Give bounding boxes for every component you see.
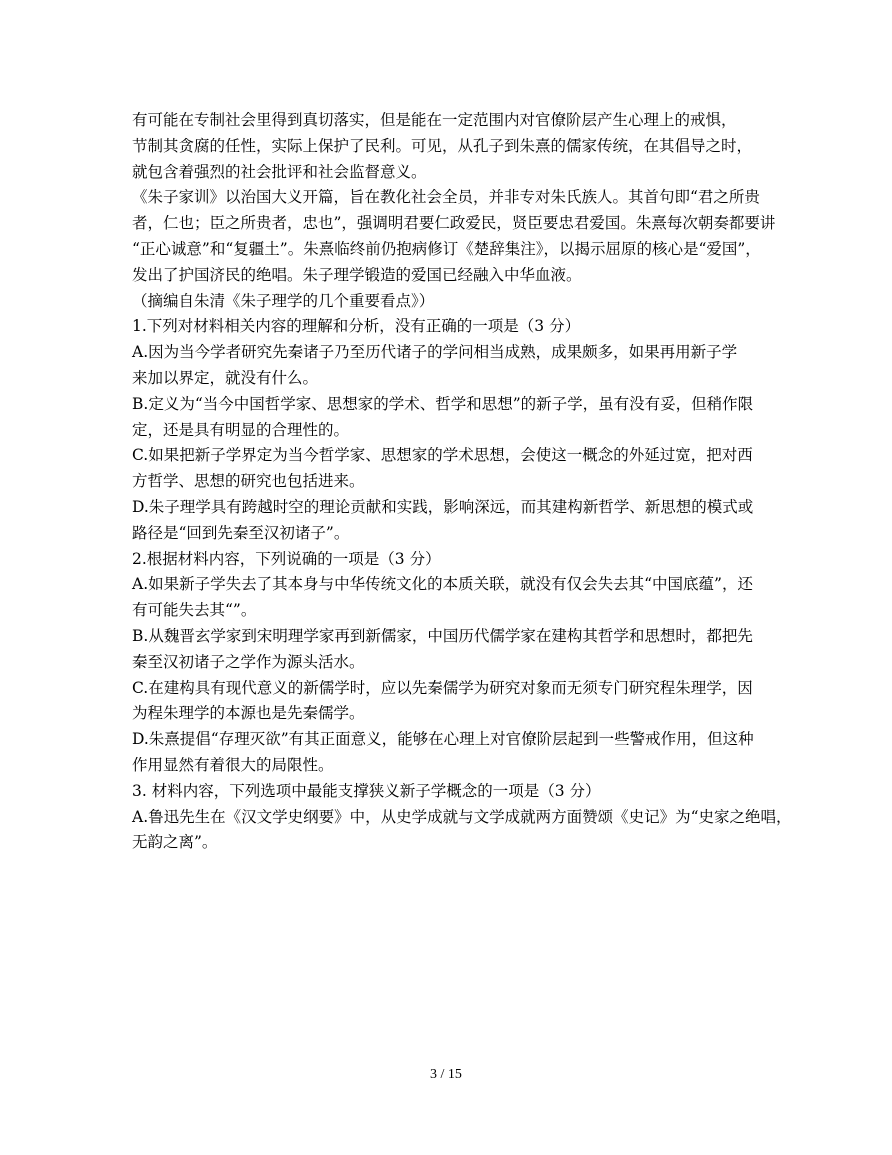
question-1-option-b: B.定义为“当今中国哲学家、思想家的学术、哲学和思想”的新子学，虽有没有妥，但稍作限 [132,394,754,413]
text-line: 节制其贪腐的任性，实际上保护了民利。可见，从孔子到朱熹的儒家传统，在其倡导之时， [132,136,753,155]
question-1-option-d-cont: 路径是“回到先秦至汉初诸子”。 [132,523,350,542]
question-2-option-a: A.如果新子学失去了其本身与中华传统文化的本质关联，就没有仅会失去其“中国底蕴”，还 [132,575,753,594]
question-1-stem: 1.下列对材料相关内容的理解和分析，没有正确的一项是（3 分） [132,317,581,336]
question-2-option-d: D.朱熹提倡“存理灭欲”有其正面意义，能够在心理上对官僚阶层起到一些警戒作用，但这种 [132,730,754,749]
question-2-option-c-cont: 为程朱理学的本源也是先秦儒学。 [132,704,365,723]
question-1-option-a-cont: 来加以界定，就没有什么。 [132,368,319,387]
question-1-option-d: D.朱子理学具有跨越时空的理论贡献和实践，影响深远，而其建构新哲学、新思想的模式或 [132,497,754,516]
text-line: 发出了护国济民的绝唱。朱子理学锻造的爱国已经融入中华血液。 [132,265,582,284]
question-2-option-b: B.从魏晋玄学家到宋明理学家再到新儒家，中国历代儒学家在建构其哲学和思想时，都把先 [132,626,753,645]
question-2-option-c: C.在建构具有现代意义的新儒学时，应以先秦儒学为研究对象而无须专门研究程朱理学，因 [132,678,753,697]
text-line: 有可能在专制社会里得到真切落实，但是能在一定范围内对官僚阶层产生心理上的戒惧， [132,111,737,129]
question-2-option-a-cont: 有可能失去其“”。 [132,601,257,620]
question-2-option-b-cont: 秦至汉初诸子之学作为源头活水。 [132,652,365,671]
question-3-stem: 3. 材料内容，下列选项中最能支撑狭义新子学概念的一项是（3 分） [132,781,601,800]
question-2-stem: 2.根据材料内容，下列说确的一项是（3 分） [132,549,441,568]
page-number: 3 / 15 [430,1067,462,1082]
question-1-option-a: A.因为当今学者研究先秦诸子乃至历代诸子的学问相当成熟，成果颇多，如果再用新子学 [132,343,738,362]
text-line: 就包含着强烈的社会批评和社会监督意义。 [132,162,427,181]
page-body [132,108,792,856]
question-1-option-c: C.如果把新子学界定为当今哲学家、思想家的学术思想，会使这一概念的外延过宽，把对西 [132,446,753,465]
text-line: “正心诚意”和“复疆土”。朱熹临终前仍抱病修订《楚辞集注》，以揭示屈原的核心是“爱国”， [132,239,761,258]
question-2-option-d-cont: 作用显然有着很大的局限性。 [132,755,334,774]
text-line: 者，仁也；臣之所贵者，忠也”，强调明君要仁政爱民，贤臣要忠君爱国。朱熹每次朝奏都要讲 [132,214,776,233]
question-3-option-a: A.鲁迅先生在《汉文学史纲要》中，从史学成就与文学成就两方面赞颂《史记》为“史家之绝唱， [132,807,792,826]
question-3-option-a-cont: 无韵之离”。 [132,833,218,852]
question-1-option-b-cont: 定，还是具有明显的合理性的。 [132,420,350,439]
text-line: 《朱子家训》以治国大义开篇，旨在教化社会全员，并非专对朱氏族人。其首句即“君之所贵 [132,188,760,207]
question-1-option-c-cont: 方哲学、思想的研究也包括进来。 [132,472,365,491]
source-citation: （摘编自朱清《朱子理学的几个重要看点》） [132,291,435,310]
